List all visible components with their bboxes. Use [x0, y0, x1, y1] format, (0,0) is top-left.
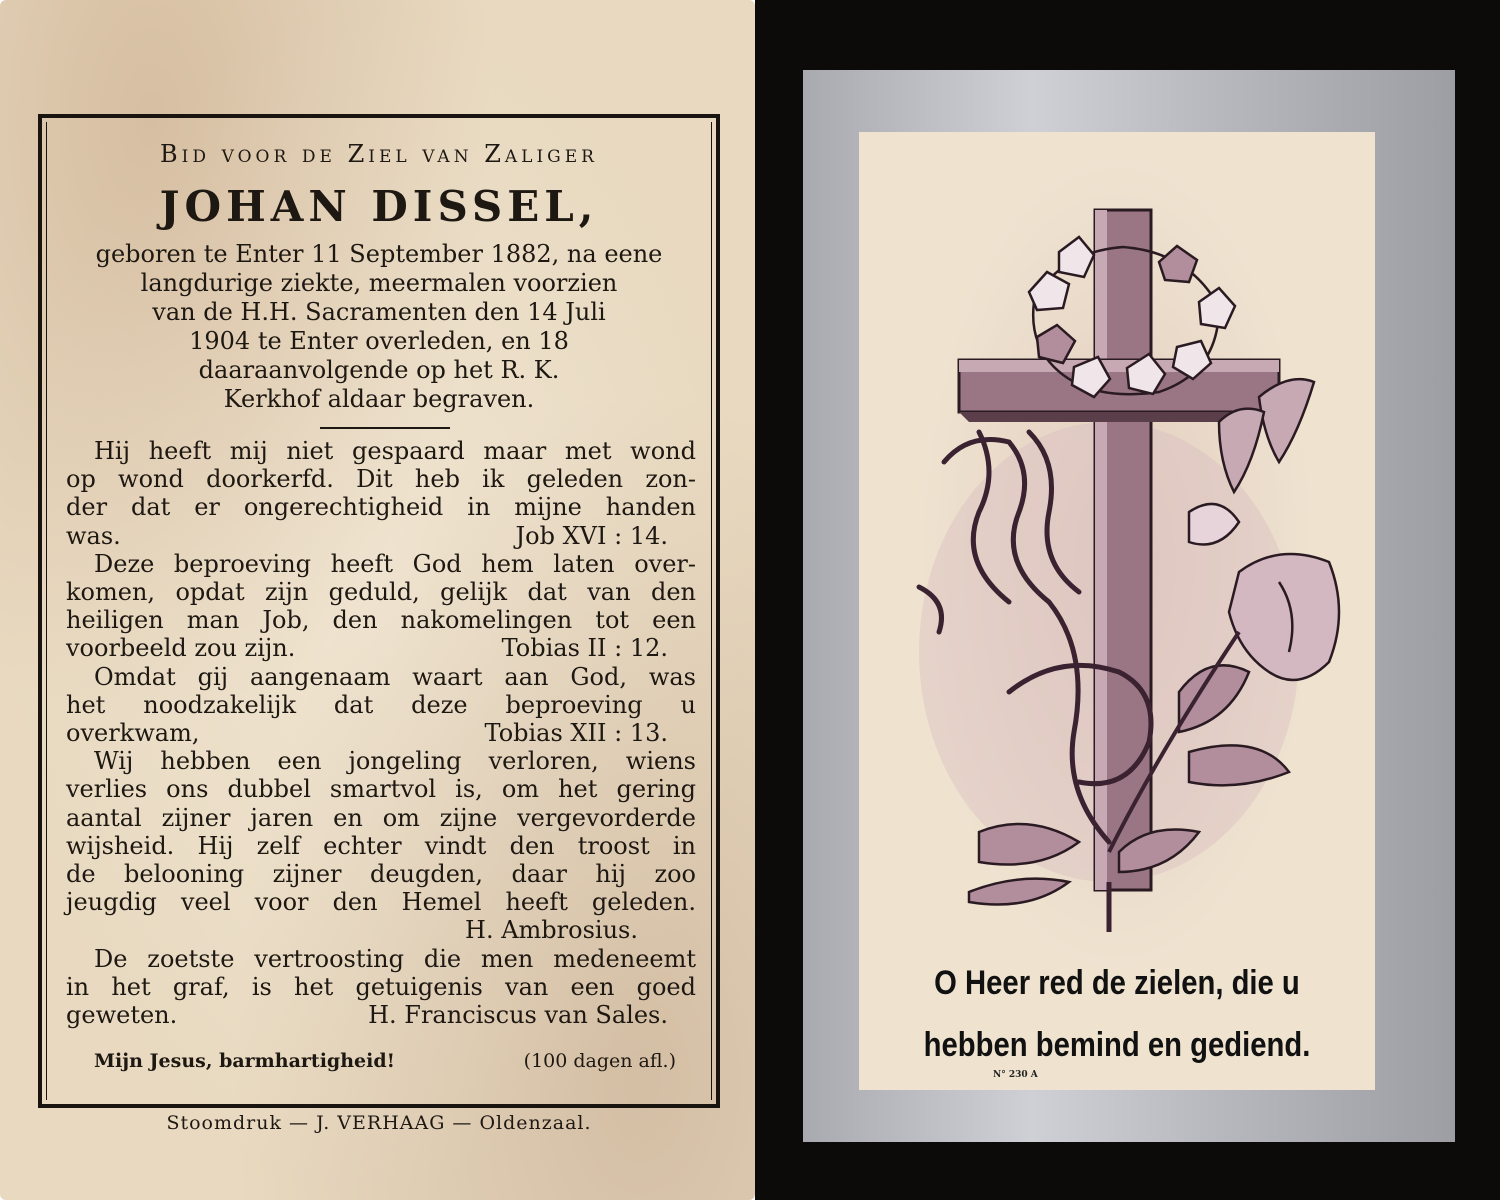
quote-reference: H. Ambrosius.	[465, 916, 638, 945]
verse-text	[895, 952, 1339, 1076]
printer-imprint: Stoomdruk — J. VERHAAG — Oldenzaal.	[166, 1112, 592, 1134]
divider-rule	[320, 427, 450, 429]
quote-line: Omdat gij aangenaam waart aan God, was	[94, 662, 696, 691]
quote-ambrosius	[66, 747, 696, 944]
quote-reference: Tobias II : 12.	[501, 634, 668, 663]
quote-line: het noodzakelijk dat deze beproeving u	[66, 690, 696, 719]
biography-line: 1904 te Enter overleden, en 18	[189, 327, 569, 355]
quote-francis-de-sales	[66, 945, 696, 1030]
quote-reference: H. Franciscus van Sales.	[368, 1001, 668, 1030]
quote-reference: Job XVI : 14.	[515, 521, 668, 550]
biography-line: Kerkhof aldaar begraven.	[223, 385, 535, 413]
biography-line: van de H.H. Sacramenten den 14 Juli	[152, 298, 606, 326]
quote-line: jeugdig veel voor den Hemel heeft geleden.	[66, 888, 696, 917]
memorial-card-image-side	[755, 0, 1500, 1200]
quote-line: de belooning zijner deugden, daar hij zoo	[66, 860, 696, 889]
biography-line: daaraanvolgende op het R. K.	[198, 356, 560, 384]
plate-number: N° 230 A	[993, 1070, 1038, 1080]
quote-line-end: geweten.	[66, 1001, 178, 1030]
quote-line: wijsheid. Hij zelf echter vindt den troost in	[66, 831, 696, 860]
quote-tobias-12	[66, 663, 696, 748]
ejaculation-prayer: Mijn Jesus, barmhartigheid!	[94, 1050, 395, 1072]
deceased-name: JOHAN DISSEL,	[159, 182, 599, 231]
biography-text	[38, 240, 720, 414]
verse-line-1: O Heer red de zielen, die u	[934, 964, 1300, 1002]
quote-line: op wond doorkerfd. Dit heb ik geleden zon-	[66, 465, 696, 494]
biography-line: geboren te Enter 11 September 1882, na eene	[95, 240, 663, 268]
quote-line: in het graf, is het getuigenis van een goed	[66, 972, 696, 1001]
quote-line: De zoetste vertroosting die men medeneemt	[94, 944, 696, 973]
quote-job	[66, 437, 696, 550]
prayer-heading: Bid voor de Ziel van Zaliger	[160, 140, 598, 168]
verse-line-2: hebben bemind en gediend.	[923, 1026, 1311, 1064]
quote-line: komen, opdat zijn geduld, gelijk dat van den	[66, 578, 696, 607]
quote-reference: Tobias XII : 13.	[484, 719, 668, 748]
quote-tobias-2	[66, 550, 696, 663]
quote-line: Hij heeft mij niet gespaard maar met wond	[94, 437, 696, 465]
indulgence-note: (100 dagen afl.)	[523, 1050, 676, 1072]
quote-line-end: was.	[66, 521, 121, 550]
quote-line-end: overkwam,	[66, 719, 200, 748]
scripture-quotes	[66, 437, 696, 1029]
quote-line: verlies ons dubbel smartvol is, om het gering	[66, 775, 696, 804]
biography-line: langdurige ziekte, meermalen voorzien	[140, 269, 618, 297]
cross-illustration	[859, 132, 1375, 952]
quote-line: Wij hebben een jongeling verloren, wiens	[94, 747, 696, 776]
devotional-image-panel	[859, 132, 1375, 1090]
quote-line: heiligen man Job, den nakomelingen tot een	[66, 606, 696, 635]
quote-line: der dat er ongerechtigheid in mijne handen	[66, 493, 696, 522]
quote-line-end: voorbeeld zou zijn.	[66, 634, 296, 663]
quote-line: aantal zijner jaren en om zijne vergevorderde	[66, 803, 696, 832]
quote-line: Deze beproeving heeft God hem laten over-	[94, 549, 696, 578]
